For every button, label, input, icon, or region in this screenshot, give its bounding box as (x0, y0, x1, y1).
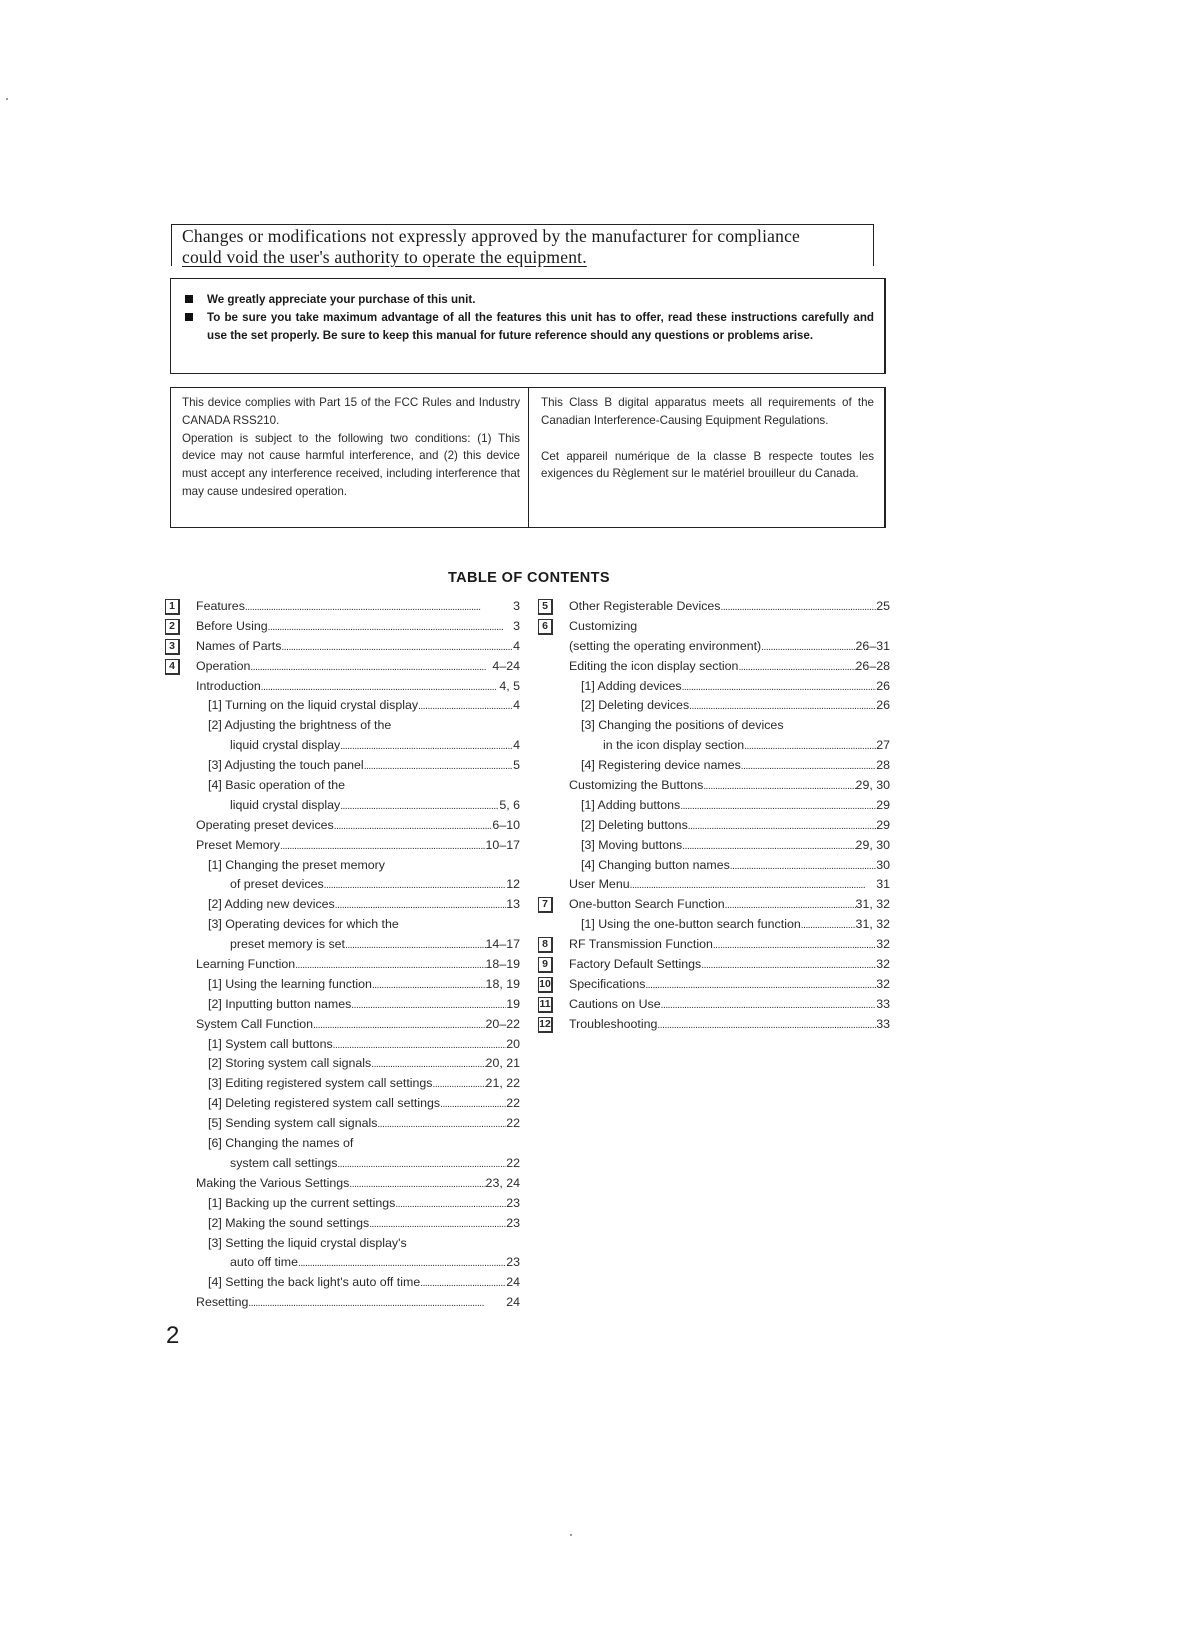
appreciation-box (170, 278, 886, 374)
toc-entry (165, 935, 520, 955)
toc-entry-page: 26–31 (855, 638, 890, 653)
toc-entry-page: 20 (506, 1036, 520, 1051)
toc-entry-page: 4 (513, 738, 520, 753)
dot-leader (337, 1154, 506, 1175)
dot-leader (340, 736, 513, 757)
toc-entry-title: [4] Setting the back light's auto off time (208, 1275, 421, 1290)
appreciation-bullet-1: We greatly appreciate your purchase of this unit. (185, 291, 874, 309)
toc-entry-title: [3] Operating devices for which the (208, 917, 399, 932)
chapter-number-badge: 2 (165, 619, 180, 635)
toc-entry (165, 975, 520, 995)
toc-entry (165, 617, 520, 637)
dot-leader (281, 637, 513, 658)
toc-entry (165, 836, 520, 856)
toc-entry-title: (setting the operating environment) (569, 638, 762, 653)
toc-entry (538, 657, 890, 677)
toc-entry-title: Specifications (569, 976, 646, 991)
toc-entry-page: 29, 30 (855, 778, 890, 793)
toc-entry-page: 22 (506, 1096, 520, 1111)
fcc-compliance-column (171, 388, 529, 527)
toc-entry (538, 836, 890, 856)
dot-leader (335, 895, 506, 916)
chapter-number-badge: 11 (538, 997, 553, 1013)
toc-entry (165, 1234, 520, 1254)
toc-entry (538, 597, 890, 617)
toc-entry (165, 677, 520, 697)
toc-entry (165, 816, 520, 836)
toc-entry-title: [2] Deleting buttons (581, 817, 688, 832)
toc-entry-title: [4] Changing button names (581, 857, 730, 872)
toc-entry-page: 14–17 (485, 937, 520, 952)
toc-entry (538, 895, 890, 915)
chapter-number-badge: 1 (165, 599, 180, 615)
toc-entry (165, 1154, 520, 1174)
toc-entry (165, 995, 520, 1015)
dot-leader (645, 975, 876, 996)
toc-entry-page: 32 (876, 937, 890, 952)
dot-leader (418, 696, 513, 717)
dot-leader (713, 935, 876, 956)
canada-compliance-english: This Class B digital apparatus meets all requirements of the Canadian Interference-Causing Equipment Regulations. (541, 396, 874, 427)
toc-entry (165, 736, 520, 756)
toc-entry-page: 30 (876, 857, 890, 872)
toc-entry-title: [3] Adjusting the touch panel (208, 758, 364, 773)
toc-entry-title: Names of Parts (196, 638, 282, 653)
toc-entry-page: 26–28 (855, 658, 890, 673)
toc-entry-title: [3] Editing registered system call settings (208, 1076, 433, 1091)
toc-entry (165, 1253, 520, 1273)
toc-entry (165, 1174, 520, 1194)
fcc-compliance-paragraph-2: Operation is subject to the following two conditions: (1) This device may not cause harmful interference, and (2) this device must accept any interference received, including interference that may cause undesired operation. (182, 431, 520, 498)
toc-entry (165, 895, 520, 915)
toc-entry-title: system call settings (230, 1155, 338, 1170)
toc-entry-title: [2] Storing system call signals (208, 1056, 372, 1071)
toc-entry-title: [2] Inputting button names (208, 996, 352, 1011)
compliance-box (170, 387, 886, 528)
toc-entry-page: 25 (876, 599, 890, 613)
toc-entry (165, 1035, 520, 1055)
chapter-number-badge: 10 (538, 977, 553, 993)
toc-entry-page: 26 (876, 678, 890, 693)
toc-entry (165, 1273, 520, 1293)
dot-leader (761, 637, 855, 658)
toc-entry (538, 816, 890, 836)
toc-entry-title: Customizing the Buttons (569, 778, 704, 793)
toc-entry-title: Resetting (196, 1295, 249, 1310)
dot-leader (661, 995, 877, 1016)
toc-entry-page: 29 (876, 797, 890, 812)
dot-leader (280, 836, 486, 857)
toc-entry-page: 23, 24 (485, 1175, 520, 1190)
toc-entry (165, 637, 520, 657)
square-bullet-icon (185, 295, 193, 303)
toc-entry-title: Editing the icon display section (569, 658, 739, 673)
toc-entry (538, 915, 890, 935)
toc-right-column (538, 597, 890, 1035)
toc-entry-page: 31, 32 (855, 917, 890, 932)
toc-entry-page: 23 (506, 1215, 520, 1230)
toc-entry-title: preset memory is set (230, 937, 345, 952)
toc-entry-page: 18–19 (485, 957, 520, 972)
toc-entry-title: Preset Memory (196, 837, 280, 852)
toc-entry (165, 796, 520, 816)
canada-compliance-column (529, 388, 884, 527)
toc-entry-page: 22 (506, 1155, 520, 1170)
toc-entry (165, 716, 520, 736)
toc-entry (165, 856, 520, 876)
chapter-number-badge: 4 (165, 659, 180, 675)
toc-entry-page: 3 (513, 618, 520, 633)
toc-entry-title: in the icon display section (603, 738, 745, 753)
fcc-notice-line-2: could void the user's authority to operate the equipment. (182, 247, 587, 267)
dot-leader (364, 756, 513, 777)
toc-entry-page: 5, 6 (499, 797, 520, 812)
toc-entry-page: 28 (876, 758, 890, 773)
toc-entry-title: Cautions on Use (569, 996, 661, 1011)
toc-entry-page: 18, 19 (485, 976, 520, 991)
toc-entry (165, 657, 520, 677)
square-bullet-icon (185, 313, 193, 321)
toc-entry-page: 24 (506, 1275, 520, 1290)
dot-leader (433, 1074, 486, 1095)
toc-entry (165, 597, 520, 617)
dot-leader (349, 1174, 485, 1195)
dot-leader (730, 856, 876, 877)
toc-entry-page: 32 (876, 976, 890, 991)
fcc-compliance-paragraph-1: This device complies with Part 15 of the FCC Rules and Industry CANADA RSS210. (182, 396, 520, 427)
toc-entry-page: 4 (513, 698, 520, 713)
toc-entry-title: Customizing (569, 618, 638, 633)
toc-entry (538, 756, 890, 776)
canada-compliance-french: Cet appareil numérique de la classe B respecte toutes les exigences du Règlement sur le matériel brouilleur du Canada. (541, 449, 874, 481)
toc-entry-title: System Call Function (196, 1016, 314, 1031)
toc-entry (165, 1094, 520, 1114)
toc-entry (165, 1194, 520, 1214)
dot-leader (741, 756, 876, 777)
toc-entry-page: 4, 5 (499, 678, 520, 693)
toc-entry-title: [1] System call buttons (208, 1036, 333, 1051)
toc-entry (165, 1015, 520, 1035)
dot-leader (682, 677, 877, 698)
chapter-number-badge: 8 (538, 937, 553, 953)
dot-leader (340, 796, 499, 817)
scan-speck (6, 98, 8, 100)
toc-title: TABLE OF CONTENTS (448, 570, 610, 586)
toc-entry-page: 22 (506, 1116, 520, 1131)
toc-entry (538, 995, 890, 1015)
dot-leader (372, 975, 486, 996)
toc-entry-page: 4 (513, 638, 520, 653)
toc-entry (538, 796, 890, 816)
toc-entry-title: [4] Deleting registered system call settings (208, 1096, 441, 1111)
dot-leader (721, 597, 877, 618)
toc-entry (165, 875, 520, 895)
toc-entry-page: 12 (506, 877, 520, 892)
toc-entry (165, 1214, 520, 1234)
toc-entry-title: Troubleshooting (569, 1016, 658, 1031)
toc-entry-title: [2] Deleting devices (581, 698, 690, 713)
toc-entry-title: auto off time (230, 1255, 298, 1270)
toc-entry-page: 27 (876, 738, 890, 753)
toc-entry-title: liquid crystal display (230, 797, 341, 812)
toc-entry-page: 5 (513, 758, 520, 773)
dot-leader (744, 736, 876, 757)
chapter-number-badge: 12 (538, 1017, 553, 1033)
dot-leader (298, 1253, 506, 1274)
dot-leader (657, 1015, 876, 1036)
dot-leader (701, 955, 876, 976)
toc-entry (165, 955, 520, 975)
toc-entry (165, 1134, 520, 1154)
toc-entry-title: [2] Making the sound settings (208, 1215, 370, 1230)
fcc-notice-line-1: Changes or modifications not expressly approved by the manufacturer for compliance (182, 226, 801, 246)
toc-entry-title: Features (196, 599, 245, 613)
appreciation-bullet-2: To be sure you take maximum advantage of all the features this unit has to offer, read these instructions carefully and use the set properly. Be sure to keep this manual for future reference should any questions or problems arise. (185, 309, 874, 345)
dot-leader (313, 1015, 485, 1036)
toc-entry (538, 1015, 890, 1035)
toc-entry-page: 23 (506, 1255, 520, 1270)
dot-leader (801, 915, 856, 936)
toc-entry-title: Making the Various Settings (196, 1175, 350, 1190)
dot-leader (295, 955, 485, 976)
toc-entry-page: 29, 30 (855, 837, 890, 852)
dot-leader (682, 836, 855, 857)
toc-entry-title: Operating preset devices (196, 817, 334, 832)
toc-entry-page: 31, 32 (855, 897, 890, 912)
toc-entry (538, 975, 890, 995)
dot-leader (268, 617, 513, 638)
dot-leader (369, 1214, 506, 1235)
toc-entry-title: Other Registerable Devices (569, 599, 721, 613)
toc-entry (165, 915, 520, 935)
toc-entry (538, 736, 890, 756)
dot-leader (420, 1273, 506, 1294)
chapter-number-badge: 9 (538, 957, 553, 973)
toc-entry (165, 1293, 520, 1313)
dot-leader (333, 1035, 507, 1056)
toc-entry-title: User Menu (569, 877, 630, 892)
toc-entry-page: 13 (506, 897, 520, 912)
dot-leader (688, 816, 876, 837)
toc-entry (165, 776, 520, 796)
dot-leader (371, 1054, 485, 1075)
toc-entry-page: 20–22 (485, 1016, 520, 1031)
toc-entry-page: 32 (876, 957, 890, 972)
toc-entry (538, 935, 890, 955)
chapter-number-badge: 7 (538, 897, 553, 913)
toc-entry (165, 696, 520, 716)
dot-leader (738, 657, 855, 678)
toc-entry (538, 776, 890, 796)
dot-leader (395, 1194, 506, 1215)
toc-entry-title: [4] Basic operation of the (208, 778, 346, 793)
chapter-number-badge: 6 (538, 619, 553, 635)
dot-leader (334, 816, 493, 837)
toc-entry-page: 10–17 (485, 837, 520, 852)
toc-entry-title: Factory Default Settings (569, 957, 702, 972)
toc-entry-page: 33 (876, 996, 890, 1011)
dot-leader (680, 796, 876, 817)
toc-entry-page: 29 (876, 817, 890, 832)
chapter-number-badge: 5 (538, 599, 553, 615)
toc-entry-title: One-button Search Function (569, 897, 725, 912)
toc-entry-page: 24 (506, 1295, 520, 1310)
dot-leader (250, 657, 492, 678)
toc-entry-title: [1] Using the learning function (208, 976, 372, 991)
toc-entry-title: [6] Changing the names of (208, 1136, 354, 1151)
toc-left-column (165, 597, 520, 1313)
dot-leader (725, 895, 856, 916)
toc-entry-title: [1] Turning on the liquid crystal display (208, 698, 419, 713)
dot-leader (440, 1094, 506, 1115)
toc-entry-title: [3] Moving buttons (581, 837, 683, 852)
toc-entry-page: 31 (876, 877, 890, 892)
dot-leader (630, 875, 877, 896)
toc-entry-page: 33 (876, 1016, 890, 1031)
toc-entry-title: [1] Using the one-button search function (581, 917, 801, 932)
toc-entry (165, 756, 520, 776)
dot-leader (324, 875, 507, 896)
toc-entry-page: 3 (513, 599, 520, 613)
dot-leader (351, 995, 506, 1016)
dot-leader (703, 776, 855, 797)
toc-entry-title: [1] Backing up the current settings (208, 1195, 396, 1210)
toc-entry-page: 26 (876, 698, 890, 713)
toc-entry-title: Operation (196, 658, 251, 673)
toc-entry-title: [5] Sending system call signals (208, 1116, 378, 1131)
dot-leader (377, 1114, 506, 1135)
toc-entry-title: liquid crystal display (230, 738, 341, 753)
toc-entry-title: Introduction (196, 678, 261, 693)
toc-entry-title: [4] Registering device names (581, 758, 741, 773)
toc-entry (165, 1074, 520, 1094)
toc-entry-page: 20, 21 (485, 1056, 520, 1071)
toc-entry-page: 6–10 (492, 817, 520, 832)
toc-entry-page: 21, 22 (485, 1076, 520, 1091)
toc-entry (538, 617, 890, 637)
page-number: 2 (166, 1322, 180, 1349)
chapter-number-badge: 3 (165, 639, 180, 655)
scan-speck (570, 1534, 572, 1536)
dot-leader (345, 935, 486, 956)
toc-entry-title: [1] Adding devices (581, 678, 682, 693)
toc-entry (538, 856, 890, 876)
toc-entry (165, 1114, 520, 1134)
dot-leader (261, 677, 500, 698)
toc-entry-page: 23 (506, 1195, 520, 1210)
toc-entry (538, 716, 890, 736)
toc-entry-title: RF Transmission Function (569, 937, 713, 952)
toc-entry (538, 637, 890, 657)
fcc-notice-box (171, 224, 874, 266)
dot-leader (689, 696, 876, 717)
dot-leader (245, 597, 513, 618)
toc-entry (165, 1054, 520, 1074)
toc-entry (538, 696, 890, 716)
toc-entry-title: [2] Adjusting the brightness of the (208, 718, 392, 733)
toc-entry-title: Before Using (196, 618, 268, 633)
toc-entry-title: [2] Adding new devices (208, 897, 335, 912)
toc-entry-title: [1] Changing the preset memory (208, 857, 386, 872)
toc-entry-title: [3] Setting the liquid crystal display's (208, 1235, 407, 1250)
toc-entry-title: Learning Function (196, 957, 296, 972)
toc-entry (538, 875, 890, 895)
toc-entry-page: 19 (506, 996, 520, 1011)
toc-entry-page: 4–24 (492, 658, 520, 673)
toc-entry-title: of preset devices (230, 877, 324, 892)
toc-entry (538, 677, 890, 697)
toc-entry (538, 955, 890, 975)
toc-entry-title: [3] Changing the positions of devices (581, 718, 784, 733)
dot-leader (248, 1293, 506, 1314)
toc-entry-title: [1] Adding buttons (581, 797, 681, 812)
